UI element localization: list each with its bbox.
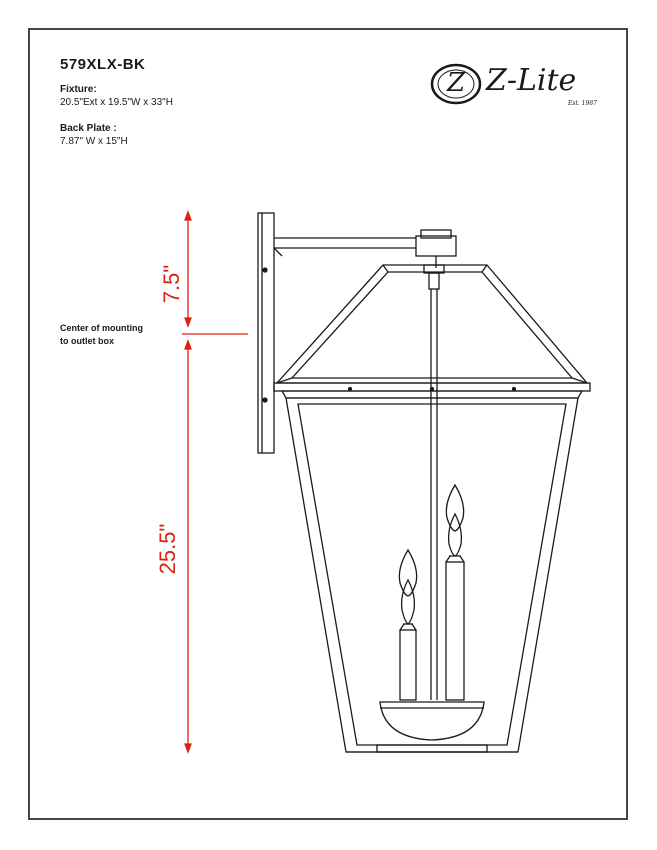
back-plate	[258, 213, 274, 453]
logo-monogram: Z	[446, 68, 466, 98]
roof-rim	[274, 383, 590, 398]
model-number: 579XLX-BK	[60, 56, 146, 73]
upper-dimension-label: 7.5"	[159, 264, 184, 304]
lantern-body	[286, 398, 578, 752]
mounting-note-line1: Center of mounting	[60, 323, 143, 333]
candle-cluster	[380, 485, 484, 740]
mounting-note-line2: to outlet box	[60, 336, 114, 346]
logo-tagline: Est. 1987	[568, 100, 597, 107]
logo-wordmark: Z-Lite	[486, 63, 577, 98]
backplate-label: Back Plate :	[60, 123, 117, 134]
lower-dimension-label: 25.5"	[155, 523, 180, 575]
fixture-label: Fixture:	[60, 84, 97, 95]
lantern-roof	[277, 265, 587, 383]
dimension-lines	[182, 212, 248, 752]
fixture-dimensions: 20.5"Ext x 19.5"W x 33"H	[60, 97, 173, 108]
center-rod	[431, 289, 437, 700]
support-arm	[274, 238, 416, 256]
hanging-loop	[416, 230, 456, 268]
backplate-dimensions: 7.87" W x 15"H	[60, 136, 128, 147]
